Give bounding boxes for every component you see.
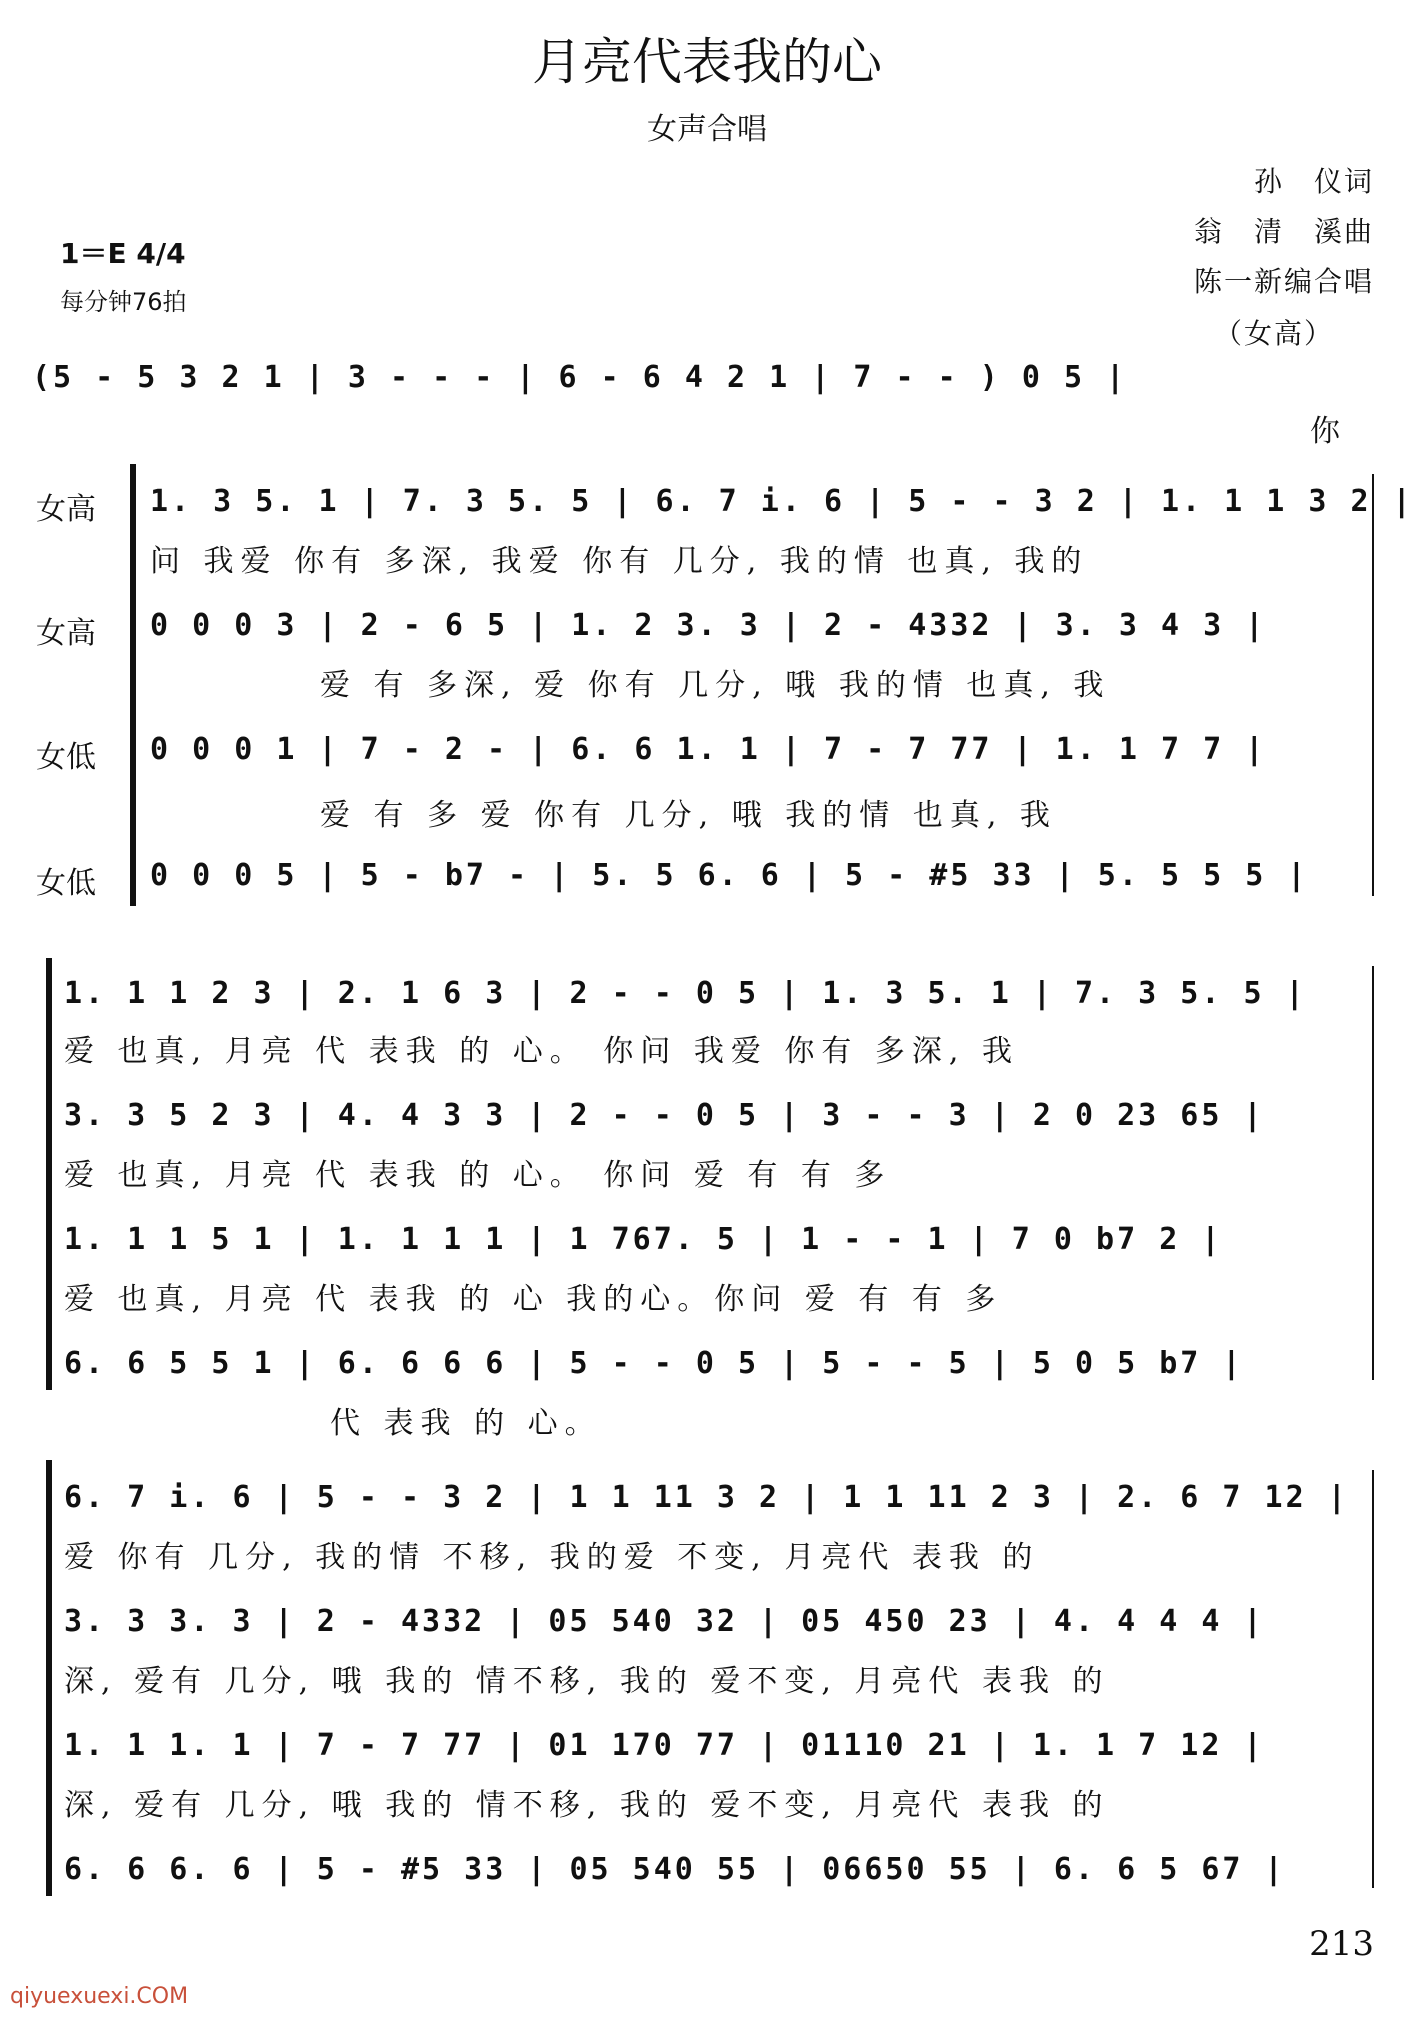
voice-label: 女高 (36, 492, 96, 527)
notation-line: 0 0 0 5 | 5 - b7 - | 5. 5 6. 6 | 5 - #5 33 | 5. 5 5 5 | (150, 858, 1309, 893)
lyric-line: 深, 爱有 几分, 哦 我的 情不移, 我的 爱不变, 月亮代 表我 的 (64, 1664, 1110, 1699)
lyric-line: 问 我爱 你有 多深, 我爱 你有 几分, 我的情 也真, 我的 (150, 544, 1089, 579)
lyric-line: 爱 有 多 爱 你有 几分, 哦 我的情 也真, 我 (320, 798, 1057, 833)
notation-line: 0 0 0 3 | 2 - 6 5 | 1. 2 3. 3 | 2 - 4332 | 3. 3 4 3 | (150, 608, 1267, 643)
voice-label: 女低 (36, 740, 96, 775)
system-bracket (130, 464, 136, 906)
system-end-barline (1372, 474, 1374, 896)
notation-line: 6. 6 5 5 1 | 6. 6 6 6 | 5 - - 0 5 | 5 - - 5 | 5 0 5 b7 | (64, 1346, 1244, 1381)
system-end-barline (1372, 966, 1374, 1380)
composer-credit: 翁 清 溪曲 (1193, 215, 1374, 248)
notation-line: 3. 3 5 2 3 | 4. 4 3 3 | 2 - - 0 5 | 3 - - 3 | 2 0 23 65 | (64, 1098, 1265, 1133)
lyric-line: 爱 你有 几分, 我的情 不移, 我的爱 不变, 月亮代 表我 的 (64, 1540, 1040, 1575)
key-signature: 1＝E 4/4 (60, 237, 186, 270)
notation-line: 1. 3 5. 1 | 7. 3 5. 5 | 6. 7 i. 6 | 5 - - 3 2 | 1. 1 1 3 2 | (150, 484, 1414, 519)
lyric-line: 爱 也真, 月亮 代 表我 的 心。 你问 我爱 你有 多深, 我 (64, 1034, 1019, 1069)
page-number: 213 (1309, 1924, 1374, 1964)
notation-line: 1. 1 1 2 3 | 2. 1 6 3 | 2 - - 0 5 | 1. 3 5. 1 | 7. 3 5. 5 | (64, 976, 1307, 1011)
notation-line: 6. 7 i. 6 | 5 - - 3 2 | 1 1 11 3 2 | 1 1 11 2 3 | 2. 6 7 12 | (64, 1480, 1349, 1515)
lyric-line: 爱 也真, 月亮 代 表我 的 心 我的心。你问 爱 有 有 多 (64, 1282, 1003, 1317)
notation-line: 1. 1 1. 1 | 7 - 7 77 | 01 170 77 | 01110 21 | 1. 1 7 12 | (64, 1728, 1265, 1763)
tempo-marking: 每分钟76拍 (60, 288, 187, 316)
voice-label: 女高 (36, 616, 96, 651)
intro-notes: (5 - 5 3 2 1 | 3 - - - | 6 - 6 4 2 1 | 7 - - ) 0 5 | (32, 360, 1128, 395)
lyric-line: 爱 有 多深, 爱 你有 几分, 哦 我的情 也真, 我 (320, 668, 1111, 703)
notation-line: 0 0 0 1 | 7 - 2 - | 6. 6 1. 1 | 7 - 7 77 | 1. 1 7 7 | (150, 732, 1267, 767)
intro-lyric: 你 (1310, 414, 1347, 449)
system-bracket (46, 1460, 52, 1896)
page-title: 月亮代表我的心 (532, 33, 882, 91)
system-bracket (46, 958, 52, 1390)
arranger-credit: 陈一新编合唱 (1193, 265, 1374, 298)
notation-line: 6. 6 6. 6 | 5 - #5 33 | 05 540 55 | 06650 55 | 6. 6 5 67 | (64, 1852, 1286, 1887)
lyric-line: 爱 也真, 月亮 代 表我 的 心。 你问 爱 有 有 多 (64, 1158, 892, 1193)
notation-line: 3. 3 3. 3 | 2 - 4332 | 05 540 32 | 05 450 23 | 4. 4 4 4 | (64, 1604, 1265, 1639)
lyricist-credit: 孙 仪词 (1253, 165, 1374, 198)
notation-line: 1. 1 1 5 1 | 1. 1 1 1 | 1 767. 5 | 1 - - 1 | 7 0 b7 2 | (64, 1222, 1223, 1257)
lyric-line: 代 表我 的 心。 (330, 1406, 602, 1441)
watermark: qiyuexuexi.COM (10, 1984, 189, 2009)
lyric-line: 深, 爱有 几分, 哦 我的 情不移, 我的 爱不变, 月亮代 表我 的 (64, 1788, 1110, 1823)
voice-label: 女低 (36, 866, 96, 901)
voice-part-label: （女高） (1213, 317, 1334, 350)
system-end-barline (1372, 1470, 1374, 1888)
page-subtitle: 女声合唱 (647, 112, 767, 147)
